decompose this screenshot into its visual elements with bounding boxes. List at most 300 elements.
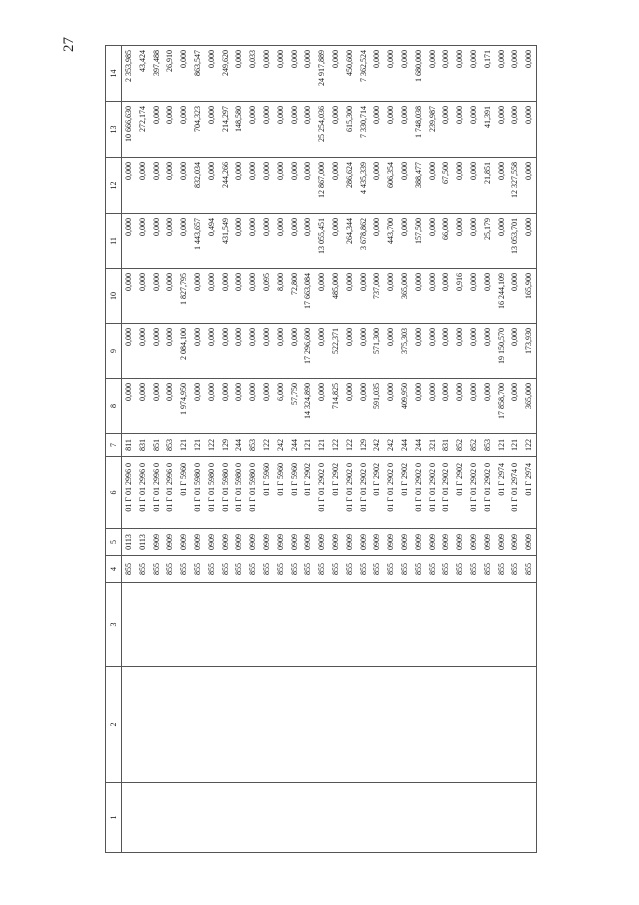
table-cell-col-3 (357, 583, 371, 667)
table-cell-col-4: 855 (177, 556, 191, 583)
table-cell-col-12: 0,000 (522, 158, 536, 214)
table-row (384, 46, 398, 853)
table-cell-col-14: 0,000 (232, 46, 246, 102)
table-cell-col-5: 0909 (508, 529, 522, 556)
table-cell-col-4: 855 (274, 556, 288, 583)
table-cell-col-7: 121 (315, 434, 329, 457)
table-cell-col-3 (288, 583, 302, 667)
table-cell-col-5: 0909 (343, 529, 357, 556)
table-cell-col-9: 0,000 (481, 324, 495, 379)
table-cell-col-10: 0,000 (439, 269, 453, 324)
table-cell-col-7: 121 (191, 434, 205, 457)
table-cell-col-13: 239,987 (426, 102, 440, 158)
table-cell-col-14: 0,000 (508, 46, 522, 102)
table-cell-col-12: 4 435,339 (357, 158, 371, 214)
table-cell-col-1 (343, 783, 357, 853)
table-cell-col-11: 0,000 (163, 214, 177, 269)
table-row (495, 46, 509, 853)
table-cell-col-8: 0,000 (467, 379, 481, 434)
table-cell-col-3 (426, 583, 440, 667)
table-cell-col-11: 431,549 (219, 214, 233, 269)
table-cell-col-14: 0,000 (384, 46, 398, 102)
table-cell-col-7: 122 (205, 434, 219, 457)
table-cell-col-14: 1 680,000 (412, 46, 426, 102)
table-cell-col-12: 0,000 (232, 158, 246, 214)
table-cell-col-4: 855 (232, 556, 246, 583)
table-cell-col-12: 0,000 (398, 158, 412, 214)
table-cell-col-1 (370, 783, 384, 853)
table-cell-col-5: 0909 (522, 529, 536, 556)
table-row (426, 46, 440, 853)
table-cell-col-6: 01 Г 01 5980 0 (219, 457, 233, 529)
table-cell-col-8: 0,000 (412, 379, 426, 434)
table-cell-col-13: 10 666,630 (122, 102, 136, 158)
table-row (136, 46, 150, 853)
table-cell-col-10: 0,000 (205, 269, 219, 324)
table-row (439, 46, 453, 853)
table-cell-col-10: 0,000 (384, 269, 398, 324)
table-cell-col-9: 0,000 (219, 324, 233, 379)
table-cell-col-6: 01 Г 01 2996 0 (136, 457, 150, 529)
table-cell-col-6: 01 Г 2902 (370, 457, 384, 529)
table-cell-col-10: 0,000 (357, 269, 371, 324)
table-cell-col-2 (412, 667, 426, 783)
table-cell-col-12: 0,000 (467, 158, 481, 214)
table-cell-col-7: 121 (508, 434, 522, 457)
table-cell-col-1 (122, 783, 136, 853)
table-cell-col-1 (136, 783, 150, 853)
table-cell-col-2 (232, 667, 246, 783)
table-cell-col-11: 0,000 (522, 214, 536, 269)
table-cell-col-7: 121 (301, 434, 315, 457)
table-cell-col-1 (412, 783, 426, 853)
table-row (260, 46, 274, 853)
table-cell-col-13: 0,000 (246, 102, 260, 158)
table-cell-col-7: 244 (288, 434, 302, 457)
table-cell-col-5: 0909 (398, 529, 412, 556)
table-cell-col-14: 863,547 (191, 46, 205, 102)
table-cell-col-13: 0,000 (301, 102, 315, 158)
table-cell-col-12: 286,624 (343, 158, 357, 214)
table-cell-col-12: 0,000 (370, 158, 384, 214)
table-cell-col-4: 855 (398, 556, 412, 583)
table-cell-col-13: 0,000 (177, 102, 191, 158)
table-cell-col-14: 7 362,524 (357, 46, 371, 102)
table-cell-col-7: 242 (370, 434, 384, 457)
table-cell-col-3 (481, 583, 495, 667)
table-cell-col-13: 0,000 (288, 102, 302, 158)
table-cell-col-2 (384, 667, 398, 783)
table-cell-col-1 (453, 783, 467, 853)
table-cell-col-11: 13 055,451 (315, 214, 329, 269)
table-cell-col-3 (232, 583, 246, 667)
table-cell-col-2 (467, 667, 481, 783)
table-cell-col-3 (122, 583, 136, 667)
table-cell-col-10: 0,000 (136, 269, 150, 324)
table-cell-col-14: 0,000 (177, 46, 191, 102)
table-cell-col-5: 0909 (384, 529, 398, 556)
table-cell-col-4: 855 (467, 556, 481, 583)
table-cell-col-3 (301, 583, 315, 667)
table-row (398, 46, 412, 853)
table-cell-col-10: 0,095 (260, 269, 274, 324)
table-cell-col-4: 855 (370, 556, 384, 583)
table-cell-col-2 (219, 667, 233, 783)
table-cell-col-4: 855 (246, 556, 260, 583)
table-cell-col-2 (508, 667, 522, 783)
table-cell-col-13: 0,000 (205, 102, 219, 158)
table-cell-col-6: 01 Г 5960 (274, 457, 288, 529)
table-row (412, 46, 426, 853)
table-cell-col-2 (163, 667, 177, 783)
table-cell-col-7: 122 (522, 434, 536, 457)
table-cell-col-6: 01 Г 01 2902 0 (357, 457, 371, 529)
table-cell-col-3 (370, 583, 384, 667)
table-cell-col-1 (384, 783, 398, 853)
table-cell-col-4: 855 (191, 556, 205, 583)
table-cell-col-8: 0,000 (426, 379, 440, 434)
table-cell-col-3 (274, 583, 288, 667)
table-cell-col-8: 0,000 (150, 379, 164, 434)
table-cell-col-5: 0909 (288, 529, 302, 556)
table-cell-col-8: 0,000 (246, 379, 260, 434)
table-cell-col-8: 0,000 (453, 379, 467, 434)
column-header-3: 3 (106, 583, 122, 667)
rotated-table-container (105, 46, 561, 853)
table-cell-col-9: 0,000 (246, 324, 260, 379)
table-cell-col-1 (398, 783, 412, 853)
table-cell-col-9: 0,000 (384, 324, 398, 379)
table-cell-col-9: 19 150,570 (495, 324, 509, 379)
table-cell-col-1 (232, 783, 246, 853)
table-cell-col-1 (301, 783, 315, 853)
table-cell-col-4: 855 (495, 556, 509, 583)
table-row (191, 46, 205, 853)
table-cell-col-14: 0,000 (274, 46, 288, 102)
table-cell-col-1 (357, 783, 371, 853)
table-cell-col-2 (122, 667, 136, 783)
table-cell-col-4: 855 (426, 556, 440, 583)
table-row (274, 46, 288, 853)
table-cell-col-10: 1 827,795 (177, 269, 191, 324)
table-cell-col-12: 0,000 (274, 158, 288, 214)
table-cell-col-10: 17 663,084 (301, 269, 315, 324)
table-cell-col-3 (315, 583, 329, 667)
table-row (343, 46, 357, 853)
table-cell-col-12: 0,000 (205, 158, 219, 214)
table-cell-col-3 (508, 583, 522, 667)
table-cell-col-3 (329, 583, 343, 667)
table-cell-col-9: 0,000 (426, 324, 440, 379)
table-cell-col-12: 0,000 (329, 158, 343, 214)
table-cell-col-4: 855 (260, 556, 274, 583)
table-cell-col-8: 14 324,890 (301, 379, 315, 434)
table-row (219, 46, 233, 853)
table-cell-col-12: 0,000 (136, 158, 150, 214)
table-cell-col-4: 855 (412, 556, 426, 583)
table-cell-col-6: 01 Г 01 2902 0 (412, 457, 426, 529)
table-cell-col-6: 01 Г 01 2902 0 (315, 457, 329, 529)
column-header-10: 10 (106, 269, 122, 324)
table-cell-col-12: 0,000 (246, 158, 260, 214)
table-cell-col-4: 855 (301, 556, 315, 583)
table-row (453, 46, 467, 853)
table-cell-col-9: 0,000 (343, 324, 357, 379)
table-cell-col-8: 0,000 (384, 379, 398, 434)
table-cell-col-4: 855 (122, 556, 136, 583)
table-cell-col-2 (453, 667, 467, 783)
table-cell-col-11: 157,500 (412, 214, 426, 269)
table-cell-col-6: 01 Г 2902 (398, 457, 412, 529)
column-header-8: 8 (106, 379, 122, 434)
table-cell-col-2 (426, 667, 440, 783)
column-header-2: 2 (106, 667, 122, 783)
table-cell-col-14: 0,000 (288, 46, 302, 102)
table-row (467, 46, 481, 853)
table-cell-col-4: 855 (453, 556, 467, 583)
table-cell-col-2 (301, 667, 315, 783)
table-cell-col-8: 409,950 (398, 379, 412, 434)
table-cell-col-8: 0,000 (481, 379, 495, 434)
table-cell-col-7: 129 (219, 434, 233, 457)
table-cell-col-11: 0,000 (453, 214, 467, 269)
table-cell-col-12: 0,000 (122, 158, 136, 214)
table-cell-col-9: 0,000 (467, 324, 481, 379)
table-cell-col-1 (315, 783, 329, 853)
table-cell-col-1 (426, 783, 440, 853)
table-cell-col-2 (177, 667, 191, 783)
table-cell-col-9: 0,000 (122, 324, 136, 379)
table-cell-col-2 (522, 667, 536, 783)
table-cell-col-10: 0,000 (163, 269, 177, 324)
table-cell-col-14: 397,488 (150, 46, 164, 102)
table-cell-col-9: 0,000 (163, 324, 177, 379)
table-cell-col-2 (343, 667, 357, 783)
table-cell-col-3 (522, 583, 536, 667)
table-cell-col-10: 8,000 (274, 269, 288, 324)
column-header-5: 5 (106, 529, 122, 556)
table-cell-col-14: 450,600 (343, 46, 357, 102)
table-cell-col-12: 0,000 (150, 158, 164, 214)
table-cell-col-5: 0909 (495, 529, 509, 556)
table-cell-col-9: 0,000 (232, 324, 246, 379)
table-cell-col-9: 0,000 (288, 324, 302, 379)
table-cell-col-10: 365,000 (398, 269, 412, 324)
table-cell-col-4: 855 (357, 556, 371, 583)
table-cell-col-12: 12 327,558 (508, 158, 522, 214)
table-cell-col-11: 0,000 (150, 214, 164, 269)
table-cell-col-11: 0,000 (301, 214, 315, 269)
table-cell-col-1 (150, 783, 164, 853)
table-cell-col-1 (522, 783, 536, 853)
table-cell-col-12: 606,354 (384, 158, 398, 214)
table-cell-col-3 (177, 583, 191, 667)
table-cell-col-10: 0,000 (412, 269, 426, 324)
table-cell-col-4: 855 (288, 556, 302, 583)
table-cell-col-4: 855 (136, 556, 150, 583)
table-cell-col-6: 01 Г 5960 (260, 457, 274, 529)
table-cell-col-12: 0,000 (163, 158, 177, 214)
table-cell-col-11: 0,000 (329, 214, 343, 269)
table-cell-col-8: 0,000 (343, 379, 357, 434)
table-cell-col-6: 01 Г 01 2902 0 (384, 457, 398, 529)
table-cell-col-6: 01 Г 2902 (453, 457, 467, 529)
table-cell-col-11: 0,494 (205, 214, 219, 269)
table-cell-col-5: 0909 (163, 529, 177, 556)
table-cell-col-4: 855 (219, 556, 233, 583)
table-cell-col-7: 122 (343, 434, 357, 457)
table-cell-col-2 (150, 667, 164, 783)
table-row (122, 46, 136, 853)
table-cell-col-4: 855 (150, 556, 164, 583)
table-cell-col-10: 0,000 (219, 269, 233, 324)
table-cell-col-2 (274, 667, 288, 783)
table-cell-col-9: 522,371 (329, 324, 343, 379)
table-cell-col-6: 01 Г 5960 (288, 457, 302, 529)
table-cell-col-5: 0909 (301, 529, 315, 556)
table-cell-col-11: 0,000 (288, 214, 302, 269)
table-cell-col-3 (246, 583, 260, 667)
table-cell-col-1 (439, 783, 453, 853)
table-cell-col-6: 01 Г 2974 (495, 457, 509, 529)
table-cell-col-11: 0,000 (398, 214, 412, 269)
table-cell-col-13: 0,000 (453, 102, 467, 158)
table-cell-col-11: 0,000 (467, 214, 481, 269)
table-cell-col-5: 0909 (329, 529, 343, 556)
table-cell-col-7: 811 (122, 434, 136, 457)
table-cell-col-7: 242 (384, 434, 398, 457)
table-cell-col-11: 443,700 (384, 214, 398, 269)
table-cell-col-14: 2 353,985 (122, 46, 136, 102)
table-cell-col-6: 01 Г 2902 (301, 457, 315, 529)
table-cell-col-14: 0,000 (205, 46, 219, 102)
table-cell-col-10: 0,000 (315, 269, 329, 324)
table-cell-col-14: 0,000 (260, 46, 274, 102)
table-cell-col-4: 855 (439, 556, 453, 583)
table-cell-col-4: 855 (343, 556, 357, 583)
table-cell-col-13: 0,000 (150, 102, 164, 158)
table-cell-col-1 (508, 783, 522, 853)
table-cell-col-5: 0909 (357, 529, 371, 556)
table-cell-col-7: 121 (495, 434, 509, 457)
table-cell-col-7: 853 (163, 434, 177, 457)
table-cell-col-4: 855 (481, 556, 495, 583)
table-cell-col-5: 0909 (481, 529, 495, 556)
table-cell-col-13: 0,000 (260, 102, 274, 158)
table-cell-col-2 (205, 667, 219, 783)
table-cell-col-14: 249,620 (219, 46, 233, 102)
table-cell-col-14: 0,000 (467, 46, 481, 102)
table-cell-col-11: 66,000 (439, 214, 453, 269)
table-cell-col-11: 13 053,701 (508, 214, 522, 269)
table-cell-col-8: 0,000 (163, 379, 177, 434)
table-cell-col-14: 0,000 (370, 46, 384, 102)
table-cell-col-13: 615,300 (343, 102, 357, 158)
table-cell-col-10: 0,000 (467, 269, 481, 324)
table-cell-col-2 (191, 667, 205, 783)
table-cell-col-9: 0,000 (260, 324, 274, 379)
table-cell-col-14: 0,033 (246, 46, 260, 102)
table-cell-col-9: 0,000 (508, 324, 522, 379)
table-cell-col-6: 01 Г 01 2902 0 (467, 457, 481, 529)
table-cell-col-4: 855 (522, 556, 536, 583)
table-cell-col-12: 832,034 (191, 158, 205, 214)
table-cell-col-2 (260, 667, 274, 783)
table-cell-col-6: 01 Г 01 5980 0 (232, 457, 246, 529)
table-row (329, 46, 343, 853)
table-cell-col-12: 0,000 (177, 158, 191, 214)
table-cell-col-2 (136, 667, 150, 783)
table-cell-col-11: 25,179 (481, 214, 495, 269)
table-row (315, 46, 329, 853)
table-cell-col-7: 852 (467, 434, 481, 457)
table-cell-col-8: 0,000 (122, 379, 136, 434)
table-cell-col-10: 72,800 (288, 269, 302, 324)
table-row (205, 46, 219, 853)
table-cell-col-7: 244 (412, 434, 426, 457)
table-cell-col-6: 01 Г 01 5980 0 (191, 457, 205, 529)
table-cell-col-14: 43,424 (136, 46, 150, 102)
table-cell-col-6: 01 Г 01 2902 0 (343, 457, 357, 529)
table-cell-col-10: 0,000 (343, 269, 357, 324)
table-cell-col-7: 831 (439, 434, 453, 457)
table-cell-col-6: 01 Г 01 2902 0 (481, 457, 495, 529)
table-cell-col-8: 0,000 (205, 379, 219, 434)
table-cell-col-10: 0,000 (508, 269, 522, 324)
table-cell-col-11: 0,000 (246, 214, 260, 269)
table-cell-col-10: 0,000 (246, 269, 260, 324)
table-cell-col-8: 17 858,700 (495, 379, 509, 434)
table-cell-col-9: 0,000 (150, 324, 164, 379)
table-cell-col-6: 01 Г 5960 (177, 457, 191, 529)
table-cell-col-5: 0909 (453, 529, 467, 556)
table-cell-col-11: 0,000 (495, 214, 509, 269)
table-cell-col-13: 25 254,036 (315, 102, 329, 158)
table-cell-col-11: 0,000 (122, 214, 136, 269)
table-cell-col-5: 0909 (219, 529, 233, 556)
table-cell-col-12: 0,000 (426, 158, 440, 214)
table-cell-col-10: 0,000 (232, 269, 246, 324)
table-cell-col-3 (412, 583, 426, 667)
table-cell-col-5: 0909 (412, 529, 426, 556)
table-cell-col-7: 121 (177, 434, 191, 457)
table-cell-col-1 (274, 783, 288, 853)
table-cell-col-11: 0,000 (274, 214, 288, 269)
table-cell-col-3 (219, 583, 233, 667)
table-cell-col-7: 122 (329, 434, 343, 457)
table-cell-col-8: 365,000 (522, 379, 536, 434)
table-cell-col-4: 855 (205, 556, 219, 583)
table-cell-col-3 (453, 583, 467, 667)
page-number: 27 (61, 37, 77, 52)
table-cell-col-10: 0,000 (191, 269, 205, 324)
table-cell-col-12: 0,000 (301, 158, 315, 214)
table-cell-col-10: 737,000 (370, 269, 384, 324)
column-header-14: 14 (106, 46, 122, 102)
table-cell-col-9: 0,000 (315, 324, 329, 379)
table-cell-col-5: 0909 (260, 529, 274, 556)
table-cell-col-8: 0,000 (191, 379, 205, 434)
table-cell-col-1 (329, 783, 343, 853)
table-cell-col-1 (219, 783, 233, 853)
table-cell-col-11: 3 678,862 (357, 214, 371, 269)
table-cell-col-4: 855 (329, 556, 343, 583)
table-cell-col-14: 0,000 (398, 46, 412, 102)
table-cell-col-3 (495, 583, 509, 667)
table-cell-col-1 (481, 783, 495, 853)
table-cell-col-12: 12 867,000 (315, 158, 329, 214)
table-row (177, 46, 191, 853)
